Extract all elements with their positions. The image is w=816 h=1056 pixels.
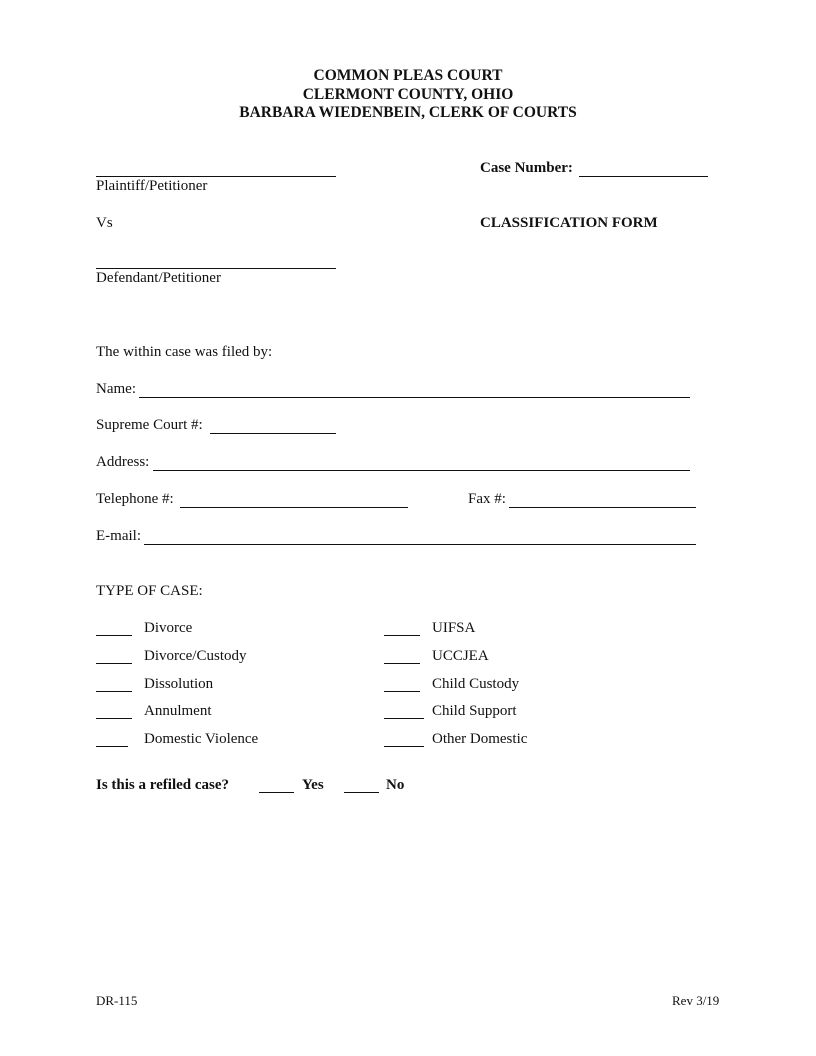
plaintiff-field[interactable] bbox=[96, 176, 336, 177]
refiled-no-label: No bbox=[386, 777, 405, 793]
uifsa-checkbox[interactable] bbox=[384, 635, 420, 636]
email-label: E-mail: bbox=[96, 528, 141, 544]
refiled-yes-checkbox[interactable] bbox=[259, 792, 294, 793]
case-number-label: Case Number: bbox=[480, 160, 573, 176]
telephone-label: Telephone #: bbox=[96, 491, 174, 507]
name-label: Name: bbox=[96, 381, 136, 397]
annulment-checkbox[interactable] bbox=[96, 718, 132, 719]
filed-by-intro: The within case was filed by: bbox=[96, 344, 273, 360]
clerk-name: BARBARA WIEDENBEIN, CLERK OF COURTS bbox=[239, 104, 577, 121]
address-field[interactable] bbox=[153, 470, 690, 471]
supreme-court-label: Supreme Court #: bbox=[96, 417, 203, 433]
other-domestic-checkbox[interactable] bbox=[384, 746, 424, 747]
refiled-question: Is this a refiled case? bbox=[96, 777, 230, 793]
telephone-field[interactable] bbox=[180, 507, 408, 508]
case-number-field[interactable] bbox=[579, 176, 708, 177]
divorce-custody-label: Divorce/Custody bbox=[144, 648, 247, 664]
name-field[interactable] bbox=[139, 397, 690, 398]
domestic-violence-checkbox[interactable] bbox=[96, 746, 128, 747]
other-domestic-label: Other Domestic bbox=[432, 731, 528, 747]
supreme-court-field[interactable] bbox=[210, 433, 336, 434]
domestic-violence-label: Domestic Violence bbox=[144, 731, 259, 747]
dissolution-checkbox[interactable] bbox=[96, 691, 132, 692]
annulment-label: Annulment bbox=[144, 703, 212, 719]
dissolution-label: Dissolution bbox=[144, 676, 214, 692]
child-support-label: Child Support bbox=[432, 703, 517, 719]
court-name: COMMON PLEAS COURT bbox=[313, 67, 503, 84]
child-support-checkbox[interactable] bbox=[384, 718, 424, 719]
uccjea-label: UCCJEA bbox=[432, 648, 489, 664]
defendant-field[interactable] bbox=[96, 268, 336, 269]
divorce-label: Divorce bbox=[144, 620, 193, 636]
defendant-label: Defendant/Petitioner bbox=[96, 270, 221, 286]
child-custody-checkbox[interactable] bbox=[384, 691, 420, 692]
refiled-yes-label: Yes bbox=[302, 777, 324, 793]
divorce-custody-checkbox[interactable] bbox=[96, 663, 132, 664]
uccjea-checkbox[interactable] bbox=[384, 663, 420, 664]
plaintiff-label: Plaintiff/Petitioner bbox=[96, 178, 208, 194]
county-name: CLERMONT COUNTY, OHIO bbox=[302, 85, 514, 103]
email-field[interactable] bbox=[144, 544, 696, 545]
divorce-checkbox[interactable] bbox=[96, 635, 132, 636]
fax-label: Fax #: bbox=[468, 491, 506, 507]
form-id: DR-115 bbox=[96, 993, 138, 1008]
fax-field[interactable] bbox=[509, 507, 696, 508]
uifsa-label: UIFSA bbox=[432, 620, 476, 636]
refiled-no-checkbox[interactable] bbox=[344, 792, 379, 793]
type-of-case-heading: TYPE OF CASE: bbox=[96, 583, 203, 599]
revision-label: Rev 3/19 bbox=[672, 993, 720, 1008]
form-title: CLASSIFICATION FORM bbox=[480, 215, 658, 231]
court-header bbox=[0, 67, 816, 123]
child-custody-label: Child Custody bbox=[432, 676, 520, 692]
address-label: Address: bbox=[96, 454, 150, 470]
vs-label: Vs bbox=[96, 215, 113, 231]
